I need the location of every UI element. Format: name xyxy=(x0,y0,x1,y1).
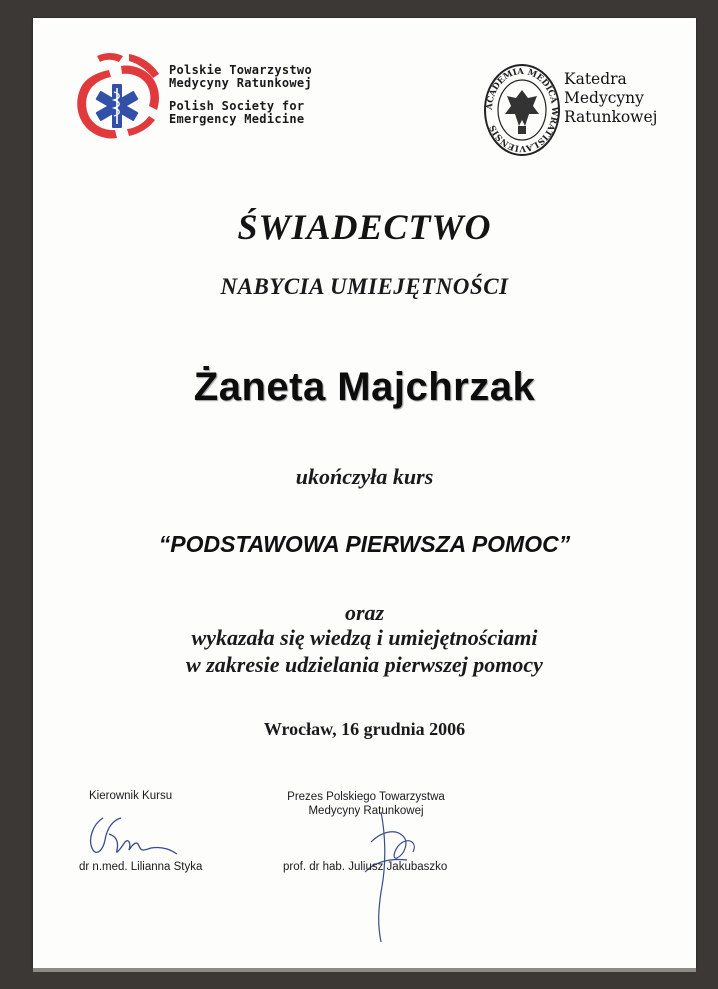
department-name-1: Katedra xyxy=(564,70,627,88)
department-name xyxy=(564,70,657,127)
society-name-en-2: Emergency Medicine xyxy=(169,111,305,126)
certificate-title: ŚWIADECTWO xyxy=(237,207,492,247)
certificate-page xyxy=(33,18,696,968)
star-of-life-icon xyxy=(69,48,164,148)
society-name-en-1: Polish Society for xyxy=(169,99,305,113)
recipient-name: Żaneta Majchrzak xyxy=(193,365,536,409)
left-signatory-role: Kierownik Kursu xyxy=(89,790,173,802)
society-name xyxy=(169,64,312,125)
right-signatory-role-2: Medycyny Ratunkowej xyxy=(308,805,424,817)
statement-line-2: w zakresie udzielania pierwszej pomocy xyxy=(186,652,543,677)
place-and-date: Wrocław, 16 grudnia 2006 xyxy=(263,719,466,739)
society-name-pl-2: Medycyny Ratunkowej xyxy=(169,75,312,90)
academy-seal-icon xyxy=(483,62,561,158)
right-signature xyxy=(351,802,431,952)
right-signatory-name: prof. dr hab. Juliusz Jakubaszko xyxy=(283,861,448,873)
left-signatory-name: dr n.med. Lilianna Styka xyxy=(79,861,203,873)
course-name: “PODSTAWOWA PIERWSZA POMOC” xyxy=(158,531,571,557)
certificate-subtitle: NABYCIA UMIEJĘTNOŚCI xyxy=(220,274,509,299)
department-name-3: Ratunkowej xyxy=(564,108,658,126)
page-bottom-edge xyxy=(33,968,696,972)
department-name-2: Medycyny xyxy=(564,89,644,107)
right-signatory-role-1: Prezes Polskiego Towarzystwa xyxy=(287,791,445,803)
and-text: oraz xyxy=(344,600,385,625)
society-name-pl-1: Polskie Towarzystwo xyxy=(169,63,312,77)
seal-text: ACADEMIA MEDICA WRATISLAVIENSIS xyxy=(484,66,560,154)
statement-line-1: wykazała się wiedzą i umiejętnościami xyxy=(191,625,538,650)
completed-text: ukończyła kurs xyxy=(295,464,434,489)
